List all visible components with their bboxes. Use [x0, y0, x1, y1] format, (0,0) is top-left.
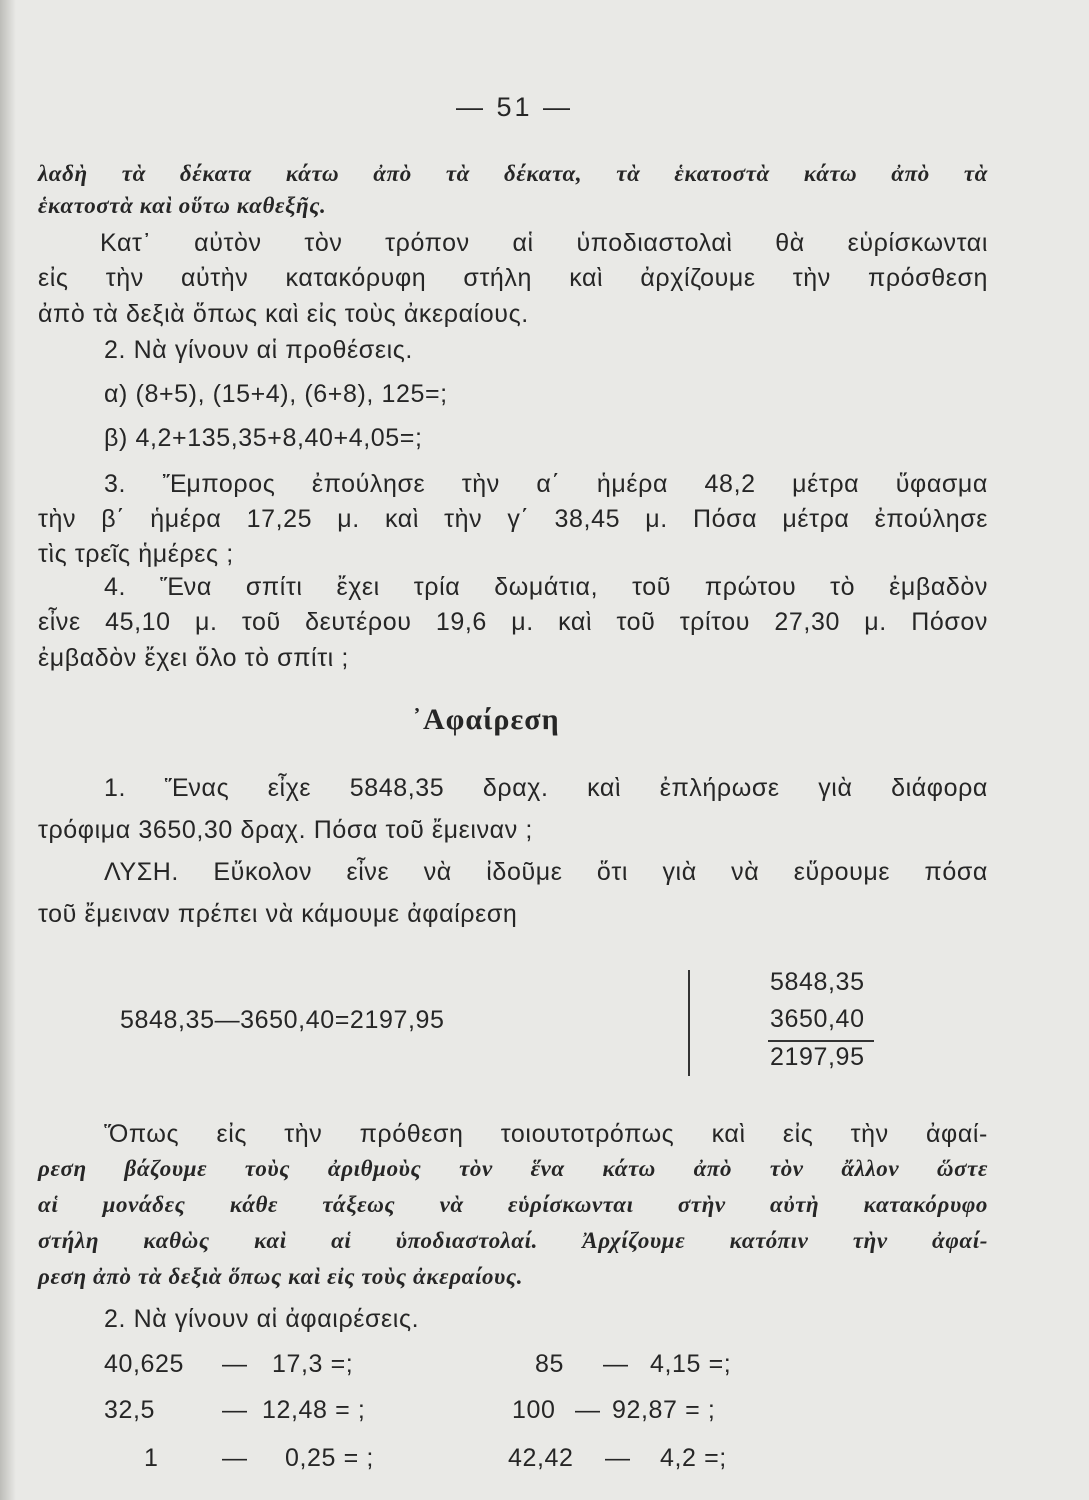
- subtraction-2-minus: —: [222, 1396, 248, 1424]
- subtraction-1-minus: —: [222, 1350, 248, 1378]
- subtraction-1-right-a: 85: [535, 1350, 565, 1378]
- solution-line-2: τοῦ ἔμειναν πρέπει νὰ κάμουμε ἀφαίρεση: [38, 900, 518, 928]
- subtraction-1-left-b: 17,3 =;: [272, 1350, 354, 1378]
- solution-line-1: ΛΥΣΗ. Εὔκολον εἶνε νὰ ἰδοῦμε ὅτι γιὰ νὰ εὕρουμε πόσα: [104, 858, 988, 886]
- paragraph-line-2: εἰς τὴν αὐτὴν κατακόρυφη στήλη καὶ ἀρχίζουμε τὴν πρόσθεση: [38, 264, 988, 292]
- explanation-line-4: στήλη καθὼς καὶ αἱ ὑποδιαστολαί. Ἀρχίζουμε κατόπιν τὴν ἀφαί-: [38, 1228, 988, 1253]
- subtraction-2-right-a: 100: [512, 1396, 556, 1424]
- column-minuend: 5848,35: [770, 968, 865, 996]
- subtraction-2-left-b: 12,48 = ;: [262, 1396, 366, 1424]
- exercise-3-line-3: τὶς τρεῖς ἡμέρες ;: [38, 540, 234, 568]
- problem-1-line-1: 1. Ἕνας εἶχε 5848,35 δραχ. καὶ ἐπλήρωσε γιὰ διάφορα: [104, 774, 988, 802]
- subtraction-1-right-b: 4,15 =;: [650, 1350, 732, 1378]
- subtraction-1-left-a: 40,625: [104, 1350, 185, 1378]
- exercise-2-b: β) 4,2+135,35+8,40+4,05=;: [104, 424, 423, 452]
- subtraction-2-left-a: 32,5: [104, 1396, 156, 1424]
- section-heading: ᾿Αφαίρεση: [412, 703, 560, 736]
- paragraph-line-3: ἀπὸ τὰ δεξιὰ ὅπως καὶ εἰς τοὺς ἀκεραίους.: [38, 300, 529, 328]
- subtraction-3-minus: —: [222, 1444, 248, 1472]
- exercise-2-title: 2. Νὰ γίνουν αἱ προθέσεις.: [104, 336, 413, 364]
- subtraction-equation: 5848,35—3650,40=2197,95: [120, 1006, 445, 1034]
- subtraction-1-minus-right: —: [603, 1350, 629, 1378]
- exercise-2-a: α) (8+5), (15+4), (6+8), 125=;: [104, 380, 448, 408]
- exercise-4-line-3: ἐμβαδὸν ἔχει ὅλο τὸ σπίτι ;: [38, 644, 349, 672]
- page-number: — 51 —: [456, 92, 574, 122]
- column-result: 2197,95: [770, 1043, 865, 1071]
- subtractions-title: 2. Νὰ γίνουν αἱ ἀφαιρέσεις.: [104, 1305, 420, 1333]
- page-spine-shadow: [0, 0, 16, 1500]
- exercise-4-line-1: 4. Ἕνα σπίτι ἔχει τρία δωμάτια, τοῦ πρώτου τὸ ἐμβαδὸν: [104, 573, 988, 601]
- explanation-line-1: Ὅπως εἰς τὴν πρόθεση τοιουτοτρόπως καὶ εἰς τὴν ἀφαί-: [104, 1120, 988, 1148]
- subtraction-3-right-b: 4,2 =;: [660, 1444, 727, 1472]
- continuation-line-1: λαδὴ τὰ δέκατα κάτω ἀπὸ τὰ δέκατα, τὰ ἑκατοστὰ κάτω ἀπὸ τὰ: [38, 161, 988, 186]
- subtraction-2-right-b: 92,87 = ;: [612, 1396, 716, 1424]
- exercise-3-line-1: 3. Ἔμπορος ἐπούλησε τὴν α΄ ἡμέρα 48,2 μέτρα ὕφασμα: [104, 470, 988, 498]
- subtraction-3-left-b: 0,25 = ;: [285, 1444, 374, 1472]
- explanation-line-2: ρεση βάζουμε τοὺς ἀριθμοὺς τὸν ἕνα κάτω ἀπὸ τὸν ἄλλον ὥστε: [38, 1156, 988, 1181]
- subtraction-2-minus-right: —: [575, 1396, 601, 1424]
- subtraction-3-left-a: 1: [144, 1444, 159, 1472]
- column-subtrahend: 3650,40: [770, 1005, 865, 1033]
- exercise-4-line-2: εἶνε 45,10 μ. τοῦ δευτέρου 19,6 μ. καὶ τοῦ τρίτου 27,30 μ. Πόσον: [38, 608, 988, 636]
- column-sum-rule: [768, 1040, 874, 1042]
- subtraction-3-minus-right: —: [605, 1444, 631, 1472]
- exercise-3-line-2: τὴν β΄ ἡμέρα 17,25 μ. καὶ τὴν γ΄ 38,45 μ. Πόσα μέτρα ἐπούλησε: [38, 505, 988, 533]
- explanation-line-3: αἱ μονάδες κάθε τάξεως νὰ εὑρίσκωνται στὴν αὐτὴ κατακόρυφο: [38, 1192, 988, 1217]
- paragraph-line-1: Κατ᾽ αὐτὸν τὸν τρόπον αἱ ὑποδιαστολαὶ θὰ εὑρίσκωνται: [100, 229, 988, 257]
- vertical-divider: [688, 970, 690, 1076]
- explanation-line-5: ρεση ἀπὸ τὰ δεξιὰ ὅπως καὶ εἰς τοὺς ἀκεραίους.: [38, 1264, 524, 1289]
- continuation-line-2: ἑκατοστὰ καὶ οὕτω καθεξῆς.: [38, 193, 327, 218]
- subtraction-3-right-a: 42,42: [508, 1444, 574, 1472]
- problem-1-line-2: τρόφιμα 3650,30 δραχ. Πόσα τοῦ ἔμειναν ;: [38, 816, 533, 844]
